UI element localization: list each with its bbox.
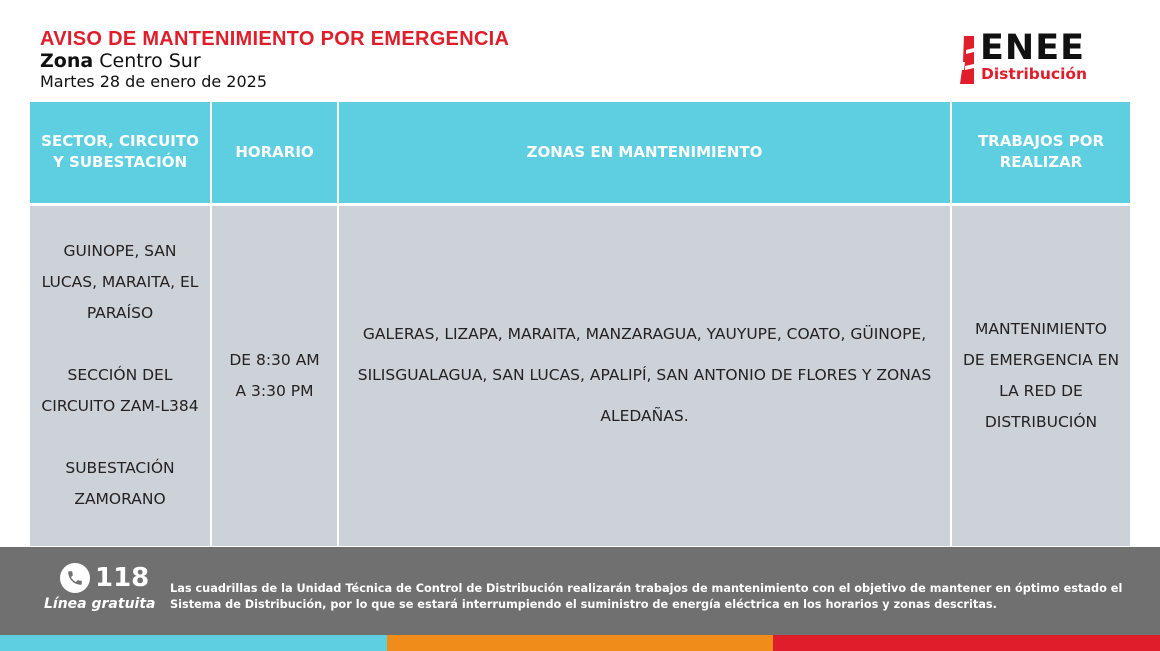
maintenance-table	[30, 102, 1130, 546]
zone-title	[40, 50, 509, 72]
header-works: TRABAJOS POR REALIZAR	[951, 102, 1130, 204]
color-stripes	[0, 635, 1160, 651]
free-line-label: Línea gratuita	[44, 596, 156, 612]
footer-notice: Las cuadrillas de la Unidad Técnica de Control de Distribución realizarán trabajos de mantenimiento con el objetivo de mantener en óptimo estado el Sistema de Distribución, por lo que se estará interrumpiendo el suministro de energía eléctrica en los horarios y zonas descritas.	[170, 582, 1123, 611]
table-row	[30, 204, 1130, 546]
footer-bar	[0, 547, 1160, 635]
zone-label: Zona	[40, 50, 94, 72]
phone-number: 118	[95, 563, 150, 593]
table-header-row	[30, 102, 1130, 204]
stripe-red	[773, 635, 1160, 651]
sector-names: GUINOPE, SAN LUCAS, MARAITA, EL PARAÍSO	[41, 242, 199, 323]
zone-name: Centro Sur	[99, 50, 201, 72]
substation-name: SUBESTACIÓN ZAMORANO	[65, 459, 175, 509]
circuit-section: SECCIÓN DEL CIRCUITO ZAM-L384	[41, 366, 199, 416]
phone-icon	[60, 563, 90, 593]
works-cell: MANTENIMIENTO DE EMERGENCIA EN LA RED DE DISTRIBUCIÓN	[951, 204, 1130, 546]
logo-subtitle: Distribución	[981, 65, 1088, 83]
stripe-orange	[387, 635, 774, 651]
header-zones: ZONAS EN MANTENIMIENTO	[338, 102, 951, 204]
logo-name: ENEE	[980, 28, 1086, 68]
header-sector: SECTOR, CIRCUITO Y SUBESTACIÓN	[30, 102, 211, 204]
notice-date: Martes 28 de enero de 2025	[40, 72, 267, 91]
stripe-cyan	[0, 635, 387, 651]
hours-cell: DE 8:30 AM A 3:30 PM	[211, 204, 338, 546]
enee-logo-mark-icon	[960, 36, 974, 84]
notice-title: AVISO DE MANTENIMIENTO POR EMERGENCIA	[40, 28, 510, 50]
header-hours: HORARIO	[211, 102, 338, 204]
notice-header	[40, 28, 509, 92]
sector-cell	[30, 204, 211, 546]
enee-logo	[960, 28, 1122, 88]
zones-cell: GALERAS, LIZAPA, MARAITA, MANZARAGUA, YAUYUPE, COATO, GÜINOPE, SILISGUALAGUA, SAN LUCAS, APALIPÍ, SAN ANTONIO DE FLORES Y ZONAS ALEDAÑAS.	[338, 204, 951, 546]
